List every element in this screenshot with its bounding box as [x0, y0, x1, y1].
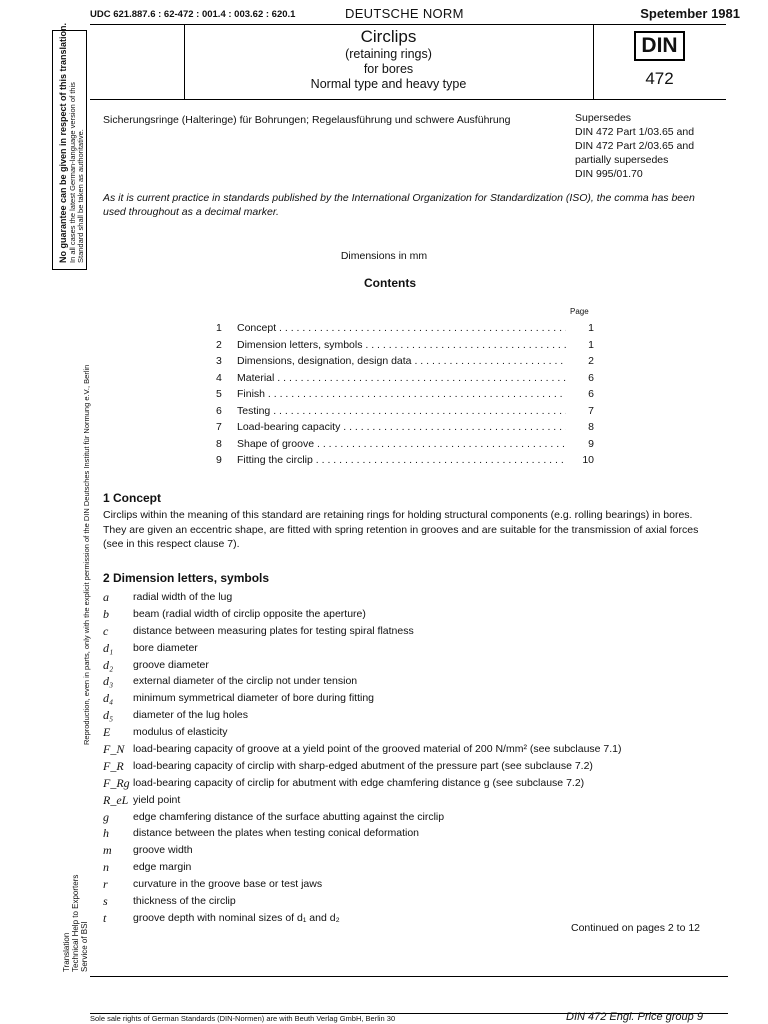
symbol-description: load-bearing capacity of circlip with sharp-edged abutment of the pressure part (see subclause 7.2) — [133, 759, 593, 772]
warning-text: In all cases the latest German-language version of this — [68, 82, 77, 263]
section-text: Circlips within the meaning of this standard are retaining rings for holding structural components (e.g. rolling bearings) in bores. They are given an eccentric shape, are fitted with spring retention in grooves and are suitable for the transmission of axial forces (see in this respect clause 7). — [103, 509, 699, 550]
toc-number: 7 — [216, 421, 222, 433]
toc-item — [216, 386, 594, 403]
list-item — [103, 623, 723, 640]
symbol-description: groove width — [133, 844, 193, 857]
list-item — [103, 859, 723, 876]
symbol-description: groove diameter — [133, 658, 209, 671]
toc-page: 9 — [588, 437, 594, 450]
translation-line: Translation — [62, 932, 71, 972]
symbol: c — [103, 623, 109, 638]
symbol-list — [103, 589, 723, 927]
toc-label: Dimension letters, symbols . . . — [237, 337, 566, 354]
warning-text: Standard shall be taken as authoritative. — [76, 129, 85, 263]
translation-warning-box — [52, 22, 87, 270]
toc-number: 9 — [216, 454, 222, 466]
toc-page: 1 — [588, 338, 594, 351]
list-item — [103, 842, 723, 859]
symbol: h — [103, 826, 109, 841]
toc-label: Material . . . — [237, 370, 566, 387]
title-sub: for bores — [363, 62, 414, 76]
list-item — [103, 657, 723, 674]
list-item — [103, 758, 723, 775]
title-box — [90, 24, 726, 100]
toc-label: Shape of groove . . . — [237, 436, 566, 453]
translation-notice — [62, 875, 89, 972]
list-item — [103, 724, 723, 741]
dimensions-note: Dimensions in mm — [340, 250, 428, 262]
symbol: d₅ — [103, 708, 114, 723]
toc-item — [216, 320, 594, 337]
footer-doc-id: DIN 472 Engl. Price group 9 — [566, 1011, 703, 1023]
translation-line: Service of BSI — [80, 921, 89, 972]
supersedes-line: DIN 472 Part 2/03.65 and — [575, 140, 695, 152]
symbol-description: curvature in the groove base or test jaws — [133, 878, 323, 891]
translation-line: Technical Help to Exporters — [71, 874, 80, 972]
toc-number: 6 — [216, 404, 222, 417]
page-column-label: Page — [570, 307, 589, 316]
symbol-description: distance between measuring plates for testing spiral flatness — [133, 624, 414, 637]
warning-text: No guarantee can be given in respect of this translation. — [58, 22, 68, 263]
symbol: F_N — [103, 742, 125, 757]
symbol: a — [103, 590, 109, 604]
toc-item — [216, 353, 594, 370]
symbol-description: groove depth with nominal sizes of d₁ and d₂ — [133, 911, 340, 924]
toc-page: 6 — [588, 371, 594, 384]
symbol: R_eL — [103, 792, 129, 807]
toc-item — [216, 452, 594, 469]
list-item — [103, 741, 723, 758]
german-title: Sicherungsringe (Halteringe) für Bohrungen; Regelausführung und schwere Ausführung — [103, 114, 511, 126]
toc-number: 2 — [216, 338, 222, 351]
supersedes-line: DIN 995/01.70 — [575, 168, 643, 180]
footer-rights: Sole sale rights of German Standards (DIN-Normen) are with Beuth Verlag GmbH, Berlin 30 — [90, 1014, 396, 1023]
symbol: t — [103, 910, 107, 925]
standard-type: DEUTSCHE NORM — [345, 6, 464, 21]
supersedes-line: partially supersedes — [575, 154, 669, 166]
symbol-description: edge chamfering distance of the surface abutting against the circlip — [133, 810, 445, 823]
section-heading: 1 Concept — [103, 491, 162, 505]
list-item — [103, 825, 723, 842]
toc-page: 10 — [582, 454, 594, 466]
toc-label: Fitting the circlip . . . — [237, 452, 566, 469]
symbol-description: diameter of the lug holes — [133, 709, 248, 722]
publication-date: Spetember 1981 — [640, 6, 740, 21]
toc-item — [216, 419, 594, 436]
reproduction-notice: Reproduction, even in parts, only with the explicit permission of the DIN Deutsches Institut für Normung e.V., Berlin — [82, 364, 91, 745]
page-title: Circlips — [360, 27, 417, 46]
toc-label: Testing . . . — [237, 403, 566, 420]
symbol: s — [103, 894, 108, 909]
udc-code: UDC 621.887.6 : 62-472 : 001.4 : 003.62 : 620.1 — [90, 9, 296, 20]
symbol-description: yield point — [133, 793, 181, 806]
symbol: d₁ — [103, 640, 114, 655]
symbol-description: bore diameter — [133, 641, 198, 654]
toc-number: 1 — [216, 322, 222, 334]
din-number: 472 — [645, 69, 674, 88]
symbol-description: thickness of the circlip — [133, 895, 236, 908]
list-item — [103, 792, 723, 809]
symbol: F_Rg — [103, 775, 130, 790]
symbol-description: radial width of the lug — [133, 591, 233, 603]
toc-page: 2 — [588, 355, 594, 367]
table-of-contents — [216, 320, 594, 469]
symbol-description: external diameter of the circlip not under tension — [133, 675, 358, 688]
symbol: d₄ — [103, 691, 114, 706]
symbol: r — [103, 877, 108, 892]
symbol: g — [103, 809, 109, 824]
list-item — [103, 876, 723, 893]
toc-page: 8 — [588, 421, 594, 433]
list-item — [103, 673, 723, 690]
symbol-description: load-bearing capacity of circlip for abutment with edge chamfering distance g (see subclause 7.2) — [133, 776, 585, 789]
toc-number: 3 — [216, 355, 222, 367]
toc-item — [216, 337, 594, 354]
decimal-note: As it is current practice in standards published by the International Organization for Standardization (ISO), the comma has been used throughout as a decimal marker. — [103, 192, 695, 218]
symbol-description: edge margin — [133, 861, 192, 874]
symbol-description: minimum symmetrical diameter of bore during fitting — [133, 692, 374, 705]
list-item — [103, 707, 723, 724]
supersedes-block — [575, 111, 694, 181]
footer-box — [90, 976, 728, 1014]
contents-heading: Contents — [364, 276, 416, 290]
symbol-description: modulus of elasticity — [133, 726, 228, 739]
toc-label: Load-bearing capacity . . . — [237, 419, 566, 436]
toc-page: 1 — [588, 322, 594, 334]
symbol: d₃ — [103, 674, 114, 689]
list-item — [103, 690, 723, 707]
symbol: d₂ — [103, 657, 114, 672]
toc-page: 6 — [588, 388, 594, 400]
symbol: E — [103, 725, 111, 740]
toc-number: 4 — [216, 371, 222, 384]
list-item — [103, 809, 723, 826]
symbol: b — [103, 606, 109, 621]
din-logo: DIN — [634, 31, 684, 61]
document-header — [90, 6, 740, 24]
list-item — [103, 893, 723, 910]
title-sub: Normal type and heavy type — [310, 77, 467, 91]
list-item — [103, 589, 723, 606]
section-heading: 2 Dimension letters, symbols — [103, 571, 270, 585]
toc-number: 8 — [216, 437, 222, 450]
symbol-description: distance between the plates when testing conical deformation — [133, 827, 420, 840]
symbol: n — [103, 860, 109, 875]
din-block — [593, 27, 726, 89]
supersedes-line: DIN 472 Part 1/03.65 and — [575, 126, 695, 138]
list-item — [103, 775, 723, 792]
toc-page: 7 — [588, 404, 594, 417]
toc-item — [216, 370, 594, 387]
list-item — [103, 640, 723, 657]
symbol: F_R — [103, 758, 124, 773]
toc-label: Dimensions, designation, design data . . . — [237, 353, 566, 370]
symbol-description: beam (radial width of circlip opposite the aperture) — [133, 607, 366, 620]
symbol: m — [103, 843, 112, 858]
title-sub: (retaining rings) — [345, 47, 432, 61]
symbol-description: load-bearing capacity of groove at a yield point of the grooved material of 200 N/mm² (see subclause 7.1) — [133, 743, 622, 756]
toc-label: Finish . . . — [237, 386, 566, 403]
toc-number: 5 — [216, 388, 222, 400]
list-item — [103, 606, 723, 623]
toc-label: Concept . . . — [237, 320, 566, 337]
supersedes-line: Supersedes — [575, 112, 632, 124]
title-block — [184, 27, 593, 92]
toc-item — [216, 403, 594, 420]
continued-note: Continued on pages 2 to 12 — [571, 922, 701, 934]
toc-item — [216, 436, 594, 453]
